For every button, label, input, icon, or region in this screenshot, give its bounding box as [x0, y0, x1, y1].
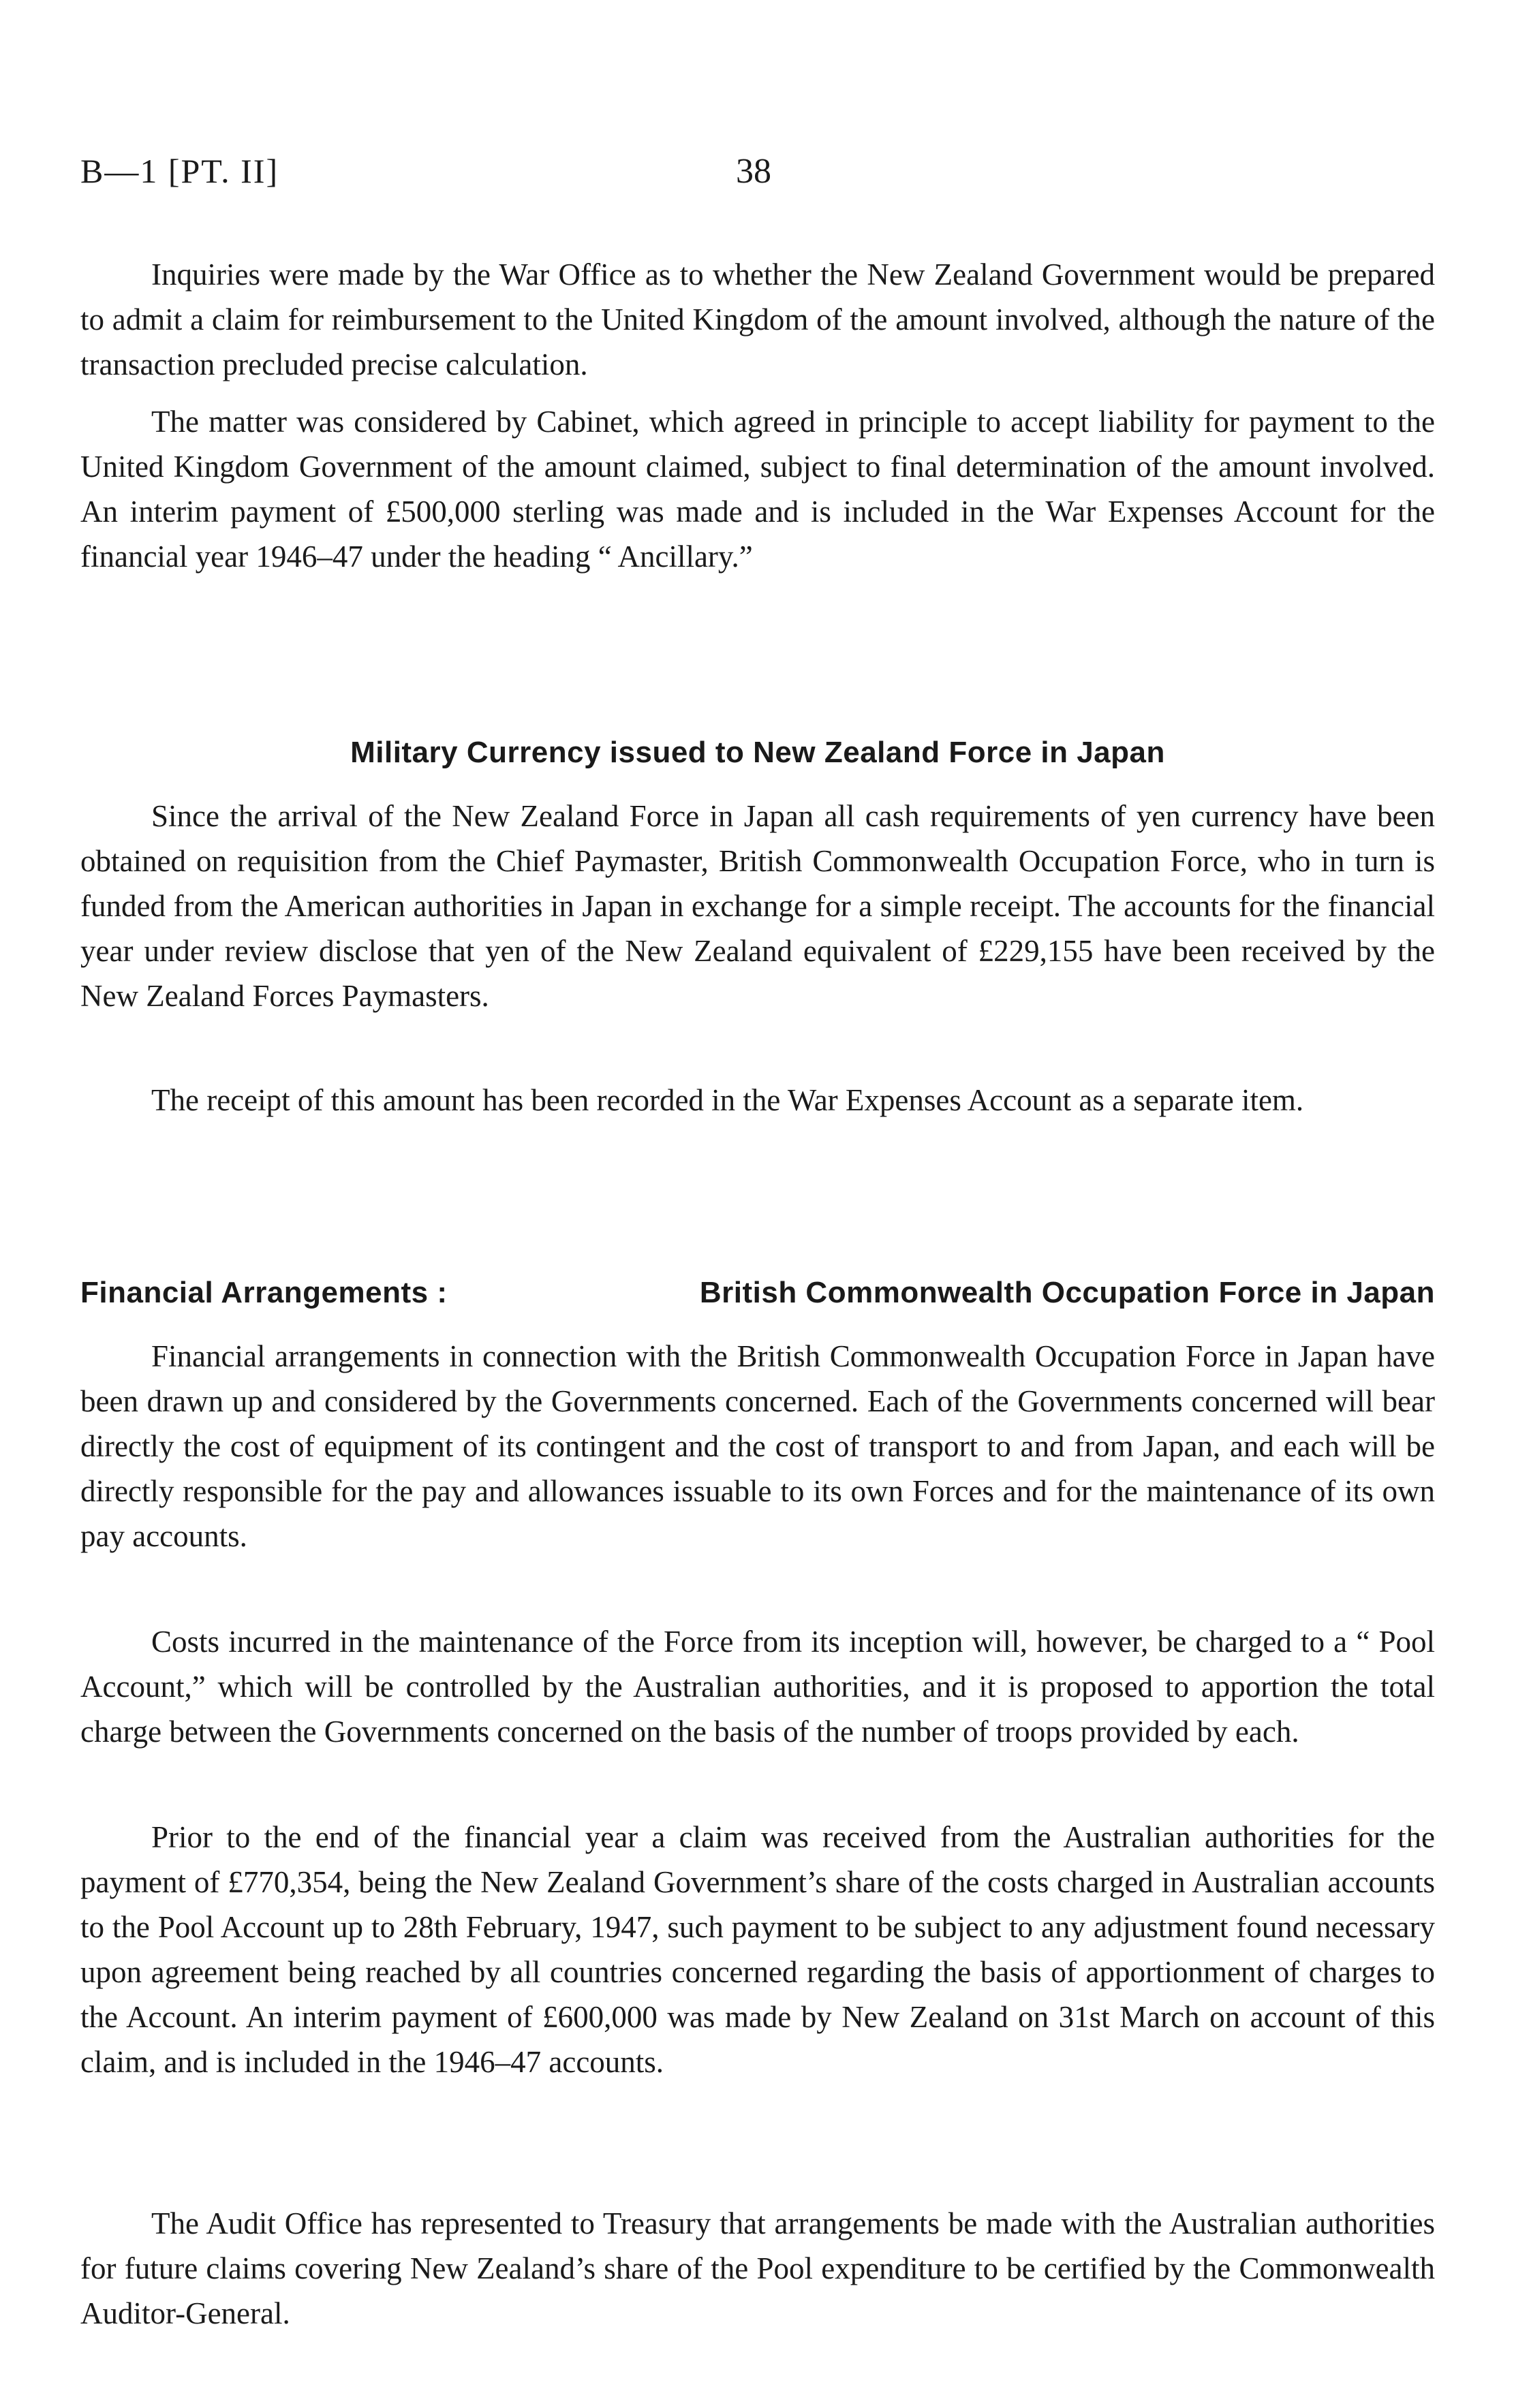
financial-paragraph-2: Costs incurred in the maintenance of the Force from its inception will, however, be charged to a “ Pool Account,” which will be controlled by the Australian authorities, and it is proposed to apportion the total charge between the Governments concerned on the basis of the number of troops provided by each. [80, 1625, 1435, 1749]
page-header [80, 151, 1443, 206]
heading-label: Financial Arrangements : [80, 1276, 448, 1309]
section-heading-military-currency: Military Currency issued to New Zealand Force in Japan [350, 736, 1165, 769]
page-number: 38 [736, 152, 771, 191]
heading-subject: British Commonwealth Occupation Force in Japan [699, 1276, 1435, 1309]
document-reference: B—1 [PT. II] [80, 152, 279, 190]
intro-paragraph-2: The matter was considered by Cabinet, which agreed in principle to accept liability for payment to the United Kingdom Government of the amount claimed, subject to final determination of the amount involved. An interim payment of £500,000 sterling was made and is included in the War Expenses Account for the financial year 1946–47 under the heading “ Ancillary.” [80, 405, 1435, 574]
military-paragraph-1: Since the arrival of the New Zealand Force in Japan all cash requirements of yen currency have been obtained on requisition from the Chief Paymaster, British Commonwealth Occupation Force, who in turn is funded from the American authorities in Japan in exchange for a simple receipt. The accounts for the financial year under review disclose that yen of the New Zealand equivalent of £229,155 have been received by the New Zealand Forces Paymasters. [80, 799, 1435, 1013]
section-heading-financial-arrangements [80, 1272, 1435, 1313]
financial-paragraph-4: The Audit Office has represented to Treasury that arrangements be made with the Australian authorities for future claims covering New Zealand’s share of the Pool expenditure to be certified by the Commonwealth Auditor-General. [80, 2206, 1435, 2330]
financial-paragraph-1: Financial arrangements in connection with the British Commonwealth Occupation Force in Japan have been drawn up and considered by the Governments concerned. Each of the Governments concerned will bear directly the cost of equipment of its contingent and the cost of transport to and from Japan, and each will be directly responsible for the pay and allowances issuable to its own Forces and for the maintenance of its own pay accounts. [80, 1339, 1435, 1553]
military-paragraph-2: The receipt of this amount has been recorded in the War Expenses Account as a separate item. [151, 1083, 1304, 1117]
financial-paragraph-3: Prior to the end of the financial year a claim was received from the Australian authorities for the payment of £770,354, being the New Zealand Government’s share of the costs charged in Australian accounts to the Pool Account up to 28th February, 1947, such payment to be subject to any adjustment found necessary upon agreement being reached by all countries concerned regarding the basis of apportionment of charges to the Account. An interim payment of £600,000 was made by New Zealand on 31st March on account of this claim, and is included in the 1946–47 accounts. [80, 1820, 1435, 2079]
intro-paragraph-1: Inquiries were made by the War Office as to whether the New Zealand Government would be prepared to admit a claim for reimbursement to the United Kingdom of the amount involved, although the nature of the transaction precluded precise calculation. [80, 257, 1435, 381]
